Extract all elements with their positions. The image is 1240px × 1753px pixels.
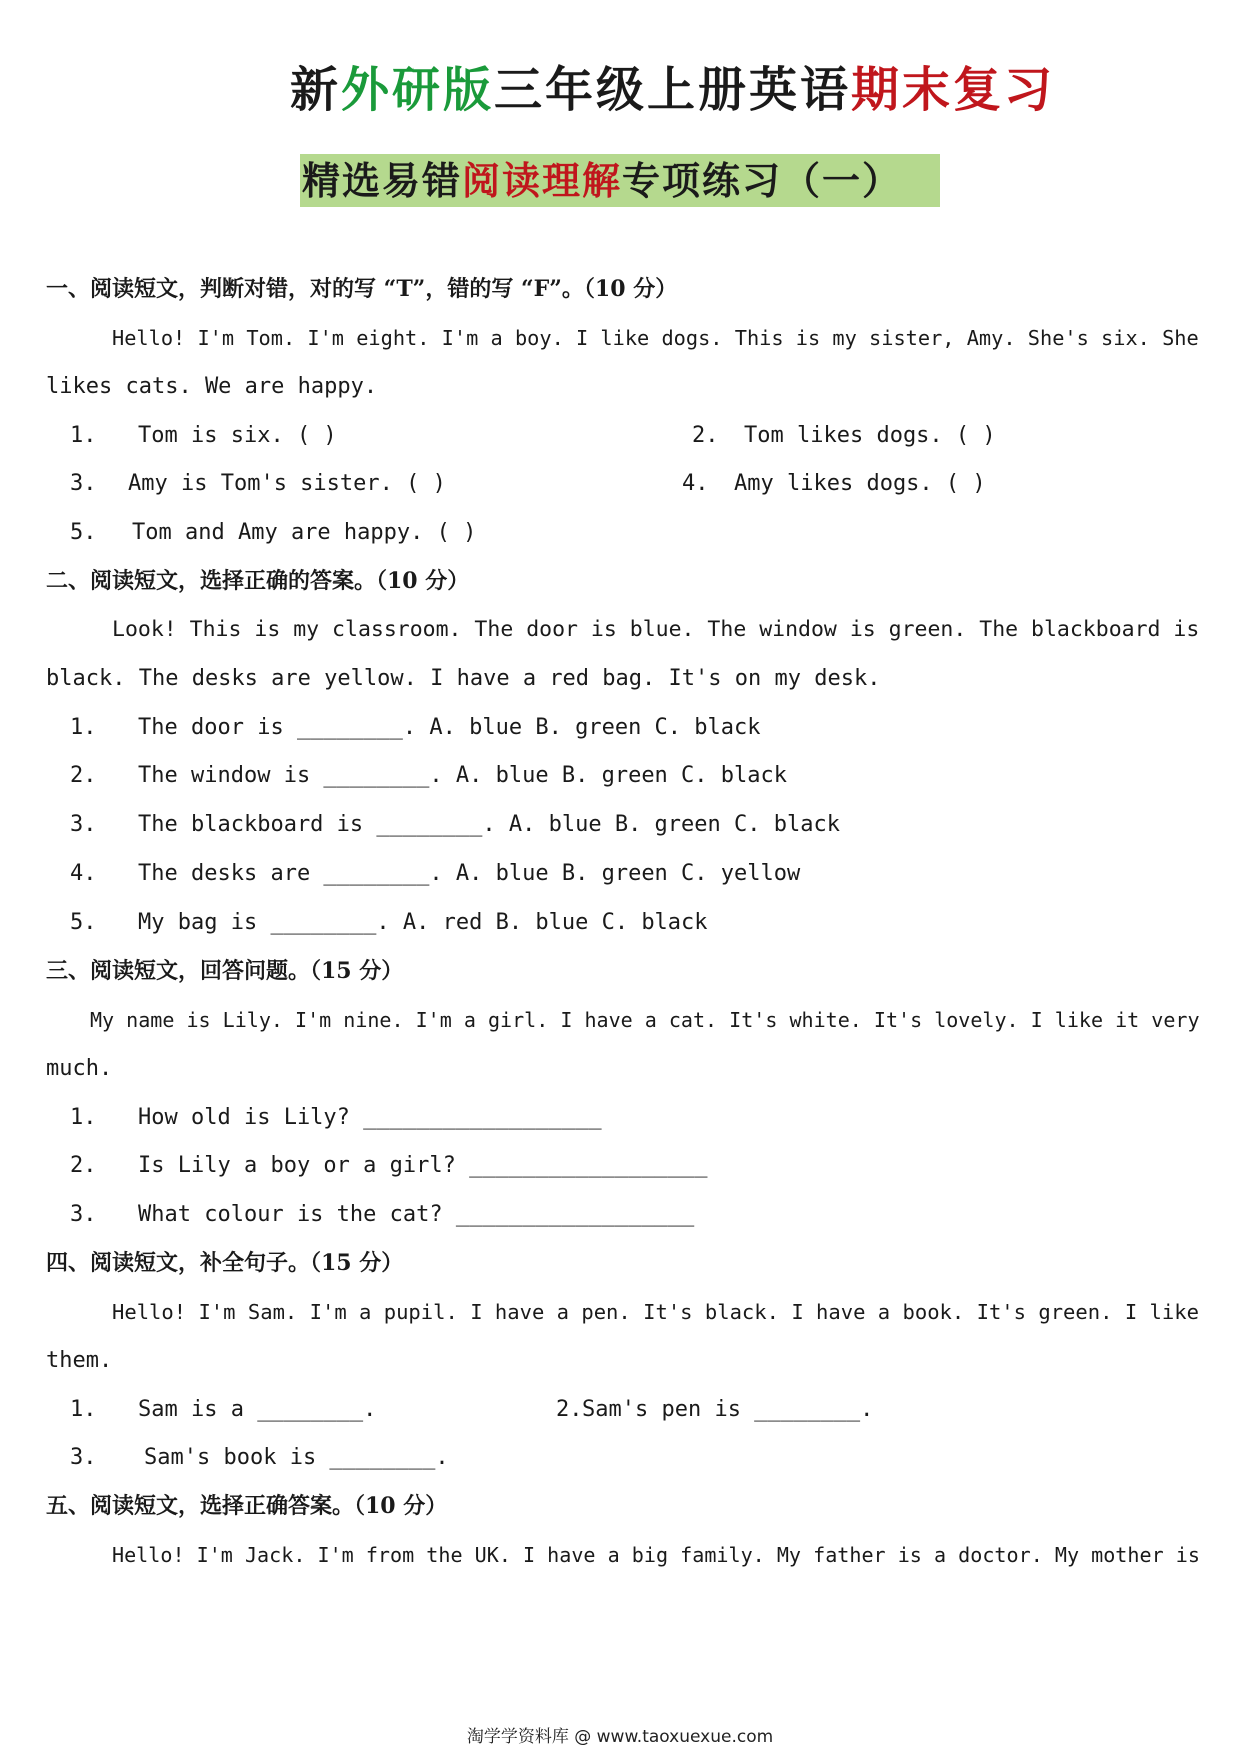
s1-item-5-number: 5.	[70, 520, 97, 545]
s4-item-2-number: 2.	[556, 1397, 583, 1422]
s1-item-1-number: 1.	[70, 423, 97, 448]
section-5-passage-line-1: Hello! I'm Jack. I'm from the UK. I have a big family. My father is a doctor. My mother is	[112, 1543, 1200, 1567]
s3-item-2-number: 2.	[70, 1153, 97, 1178]
s1-item-3-text: Amy is Tom's sister. ( )	[128, 471, 446, 496]
s2-item-4-text: The desks are ________. A. blue B. green C. yellow	[138, 861, 801, 886]
s3-item-3-number: 3.	[70, 1202, 97, 1227]
s4-item-2-text: Sam's pen is ________.	[582, 1397, 874, 1422]
section-3-passage-line-2: much.	[46, 1056, 113, 1081]
section-3-passage-line-1: My name is Lily. I'm nine. I'm a girl. I have a cat. It's white. It's lovely. I like it very	[90, 1008, 1200, 1032]
s1-item-5-text: Tom and Amy are happy. ( )	[132, 520, 477, 545]
title-part-1: 新	[290, 62, 342, 118]
section-4-passage-line-2: them.	[46, 1348, 113, 1373]
title-part-4: 期末复习	[851, 62, 1056, 118]
section-3-heading: 三、阅读短文，回答问题。（15 分）	[46, 958, 404, 984]
title-part-3: 三年级上册英语	[494, 62, 852, 118]
title-part-2: 外研版	[341, 62, 495, 118]
s1-item-4-text: Amy likes dogs. ( )	[734, 471, 986, 496]
s3-item-1-number: 1.	[70, 1105, 97, 1130]
footer-watermark: 淘学学资料库 @ www.taoxuexue.com	[466, 1727, 774, 1747]
section-4-heading: 四、阅读短文，补全句子。（15 分）	[46, 1250, 404, 1276]
subtitle-part-3: 专项练习（一）	[622, 158, 903, 203]
section-4-passage-line-1: Hello! I'm Sam. I'm a pupil. I have a pen. It's black. I have a book. It's green. I like	[112, 1300, 1199, 1324]
section-2-heading: 二、阅读短文，选择正确的答案。（10 分）	[46, 568, 470, 594]
s2-item-1-number: 1.	[70, 715, 97, 740]
s2-item-1-text: The door is ________. A. blue B. green C. black	[138, 715, 761, 740]
s4-item-1-number: 1.	[70, 1397, 97, 1422]
section-2-passage-line-1: Look! This is my classroom. The door is blue. The window is green. The blackboard is	[112, 617, 1200, 642]
s2-item-3-number: 3.	[70, 812, 97, 837]
s1-item-4-number: 4.	[682, 471, 709, 496]
s2-item-2-number: 2.	[70, 763, 97, 788]
page-title	[290, 60, 1055, 120]
s3-item-1-text: How old is Lily? __________________	[138, 1105, 602, 1130]
s3-item-2-text: Is Lily a boy or a girl? __________________	[138, 1153, 708, 1178]
s1-item-2-text: Tom likes dogs. ( )	[744, 423, 996, 448]
s1-item-3-number: 3.	[70, 471, 97, 496]
subtitle-part-2: 阅读理解	[462, 158, 623, 203]
s2-item-4-number: 4.	[70, 861, 97, 886]
s4-item-3-number: 3.	[70, 1445, 97, 1470]
s2-item-3-text: The blackboard is ________. A. blue B. green C. black	[138, 812, 840, 837]
s2-item-5-number: 5.	[70, 910, 97, 935]
subtitle	[302, 154, 902, 207]
section-1-passage-line-2: likes cats. We are happy.	[46, 374, 378, 399]
section-1-passage-line-1: Hello! I'm Tom. I'm eight. I'm a boy. I like dogs. This is my sister, Amy. She's six. She	[112, 326, 1199, 350]
section-5-heading: 五、阅读短文，选择正确答案。（10 分）	[46, 1493, 448, 1519]
s2-item-5-text: My bag is ________. A. red B. blue C. black	[138, 910, 708, 935]
s2-item-2-text: The window is ________. A. blue B. green C. black	[138, 763, 788, 788]
subtitle-part-1: 精选易错	[302, 158, 463, 203]
section-1-heading: 一、阅读短文，判断对错，对的写 “T”，错的写 “F”。（10 分）	[46, 276, 678, 302]
section-2-passage-line-2: black. The desks are yellow. I have a red bag. It's on my desk.	[46, 666, 881, 691]
s1-item-1-text: Tom is six. ( )	[138, 423, 337, 448]
s4-item-1-text: Sam is a ________.	[138, 1397, 377, 1422]
s3-item-3-text: What colour is the cat? __________________	[138, 1202, 695, 1227]
s4-item-3-text: Sam's book is ________.	[144, 1445, 449, 1470]
s1-item-2-number: 2.	[692, 423, 719, 448]
